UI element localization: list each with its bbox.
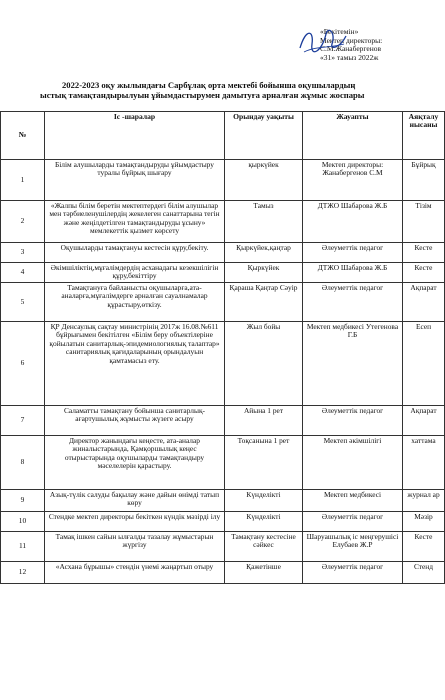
table-row (1, 490, 445, 512)
row-event: ҚР Денсаулық сақтау министрінің 2017ж 16.08.№611 бұйрығымен бекітілген «Білім беру объектілеріне қойылатын санитарлық-эпидемиологиялық талаптар» санитариялық қағидаларының орындалуын қамтамасыз ету. (45, 322, 225, 406)
row-responsible: Мектеп медбикесі Утегенова Г.Б (303, 322, 403, 406)
row-event: «Жалпы білім беретін мектептердегі білім алушылар мен тәрбиеленушілердің жекелеген санаттарына тегін және жеңілдетілген тамақтандыруды ұсыну» мемлекеттік қызмет көрсету (45, 201, 225, 243)
header-event: Іс -шаралар (45, 112, 225, 160)
row-number: 11 (1, 532, 45, 562)
table-row (1, 406, 445, 436)
row-form: журнал ар (403, 490, 445, 512)
row-time: Тамыз (225, 201, 303, 243)
table-row (1, 436, 445, 490)
table-row (1, 322, 445, 406)
row-time: Тоқсанына 1 рет (225, 436, 303, 490)
approval-line-3: С.М.Жанабергенов (320, 44, 382, 53)
row-form: Ақпарат (403, 283, 445, 322)
row-number: 4 (1, 263, 45, 283)
table-header-row (1, 112, 445, 160)
row-form: Стенд (403, 562, 445, 584)
table-row (1, 512, 445, 532)
table-row (1, 243, 445, 263)
table-row (1, 562, 445, 584)
table-row (1, 263, 445, 283)
table-row (1, 283, 445, 322)
row-form: хаттама (403, 436, 445, 490)
row-time: қыркүйек (225, 160, 303, 201)
row-number: 3 (1, 243, 45, 263)
row-responsible: Әлеуметтік педагог (303, 283, 403, 322)
row-responsible: Әлеуметтік педагог (303, 512, 403, 532)
row-number: 5 (1, 283, 45, 322)
row-event: Әкімшіліктің,мұғалімдердің асханадағы кезекшілігін құру,бекіттіру (45, 263, 225, 283)
row-responsible: Әлеуметтік педагог (303, 562, 403, 584)
row-event: Саламатты тамақтану бойынша санитарлық-ағартушылық жұмысты жүзеге асыру (45, 406, 225, 436)
row-number: 10 (1, 512, 45, 532)
row-responsible: Әлеуметтік педагог (303, 406, 403, 436)
row-number: 6 (1, 322, 45, 406)
row-form: Кесте (403, 263, 445, 283)
row-responsible: ДТЖО Шабарова Ж.Б (303, 201, 403, 243)
title-line-1: 2022-2023 оқу жылындағы Сарбұлақ орта мектебі бойынша оқушылардың (62, 80, 356, 90)
approval-line-1: «Бекітемін» (320, 27, 359, 36)
row-number: 8 (1, 436, 45, 490)
row-time: Қыркүйек (225, 263, 303, 283)
row-time: Қараша Қаңтар Сәуір (225, 283, 303, 322)
row-event: Тамақтануға байланысты оқушыларға,ата-аналарға,мұғалімдерге арналған сауалнамалар құрастыру,өткізу. (45, 283, 225, 322)
row-form: Есеп (403, 322, 445, 406)
approval-line-2: Мектеп директоры: (320, 35, 383, 45)
row-responsible: ДТЖО Шабарова Ж.Б (303, 263, 403, 283)
row-form: Тізім (403, 201, 445, 243)
row-responsible: Мектеп директоры: Жанабергенов С.М (303, 160, 403, 201)
row-event: Тамақ ішкен сайын ылғалды тазалау жұмыстарын жүргізу (45, 532, 225, 562)
row-responsible: Шаруашылық іс меңгерушісі Елубаев Ж.Р (303, 532, 403, 562)
row-number: 7 (1, 406, 45, 436)
row-time: Жыл бойы (225, 322, 303, 406)
title-line-2: ыстық тамақтандырылуын ұйымдастырумен дамытуға арналған жұмыс жоспары (40, 90, 365, 100)
row-time: Айына 1 рет (225, 406, 303, 436)
table-row (1, 160, 445, 201)
row-time: Қажетінше (225, 562, 303, 584)
header-form: Аяқталу нысаны (403, 112, 445, 160)
row-form: Ақпарат (403, 406, 445, 436)
row-event: Оқушыларды тамақтануы кестесін құру,бекіту. (45, 243, 225, 263)
row-event: Азық-түлік салуды бақылау және дайын өнімді татып көру (45, 490, 225, 512)
row-event: Стендке мектеп директоры бекіткен күндік мәзірді ілу (45, 512, 225, 532)
row-responsible: Әлеуметтік педагог (303, 243, 403, 263)
table-row (1, 201, 445, 243)
header-responsible: Жауапты (303, 112, 403, 160)
signature-icon (296, 22, 350, 60)
plan-table (0, 111, 445, 584)
row-event: Білім алушыларды тамақтандыруды ұйымдастыру туралы бұйрық шығару (45, 160, 225, 201)
row-responsible: Мектеп әкімшілігі (303, 436, 403, 490)
document-title (0, 80, 420, 100)
row-form: Кесте (403, 243, 445, 263)
row-time: Тамақтану кестесіне сәйкес (225, 532, 303, 562)
row-form: Бұйрық (403, 160, 445, 201)
row-form: Мәзір (403, 512, 445, 532)
row-number: 12 (1, 562, 45, 584)
row-event: «Асхана бұрышы» стендін үнемі жаңартып отыру (45, 562, 225, 584)
row-responsible: Мектеп медбикесі (303, 490, 403, 512)
row-time: Қыркүйек,қаңтар (225, 243, 303, 263)
row-number: 9 (1, 490, 45, 512)
header-number: № (1, 112, 45, 160)
row-time: Күнделікті (225, 490, 303, 512)
approval-line-4: «31» тамыз 2022ж (320, 52, 379, 62)
row-number: 2 (1, 201, 45, 243)
row-event: Директор жанындағы кеңесте, ата-аналар жиналыстарында, Қамқоршылық кеңес отырыстарында оқушыларды тамақтандыру мәселелерін қарастыру. (45, 436, 225, 490)
row-number: 1 (1, 160, 45, 201)
row-form: Кесте (403, 532, 445, 562)
row-time: Күнделікті (225, 512, 303, 532)
header-time: Орындау уақыты (225, 112, 303, 160)
table-row (1, 532, 445, 562)
